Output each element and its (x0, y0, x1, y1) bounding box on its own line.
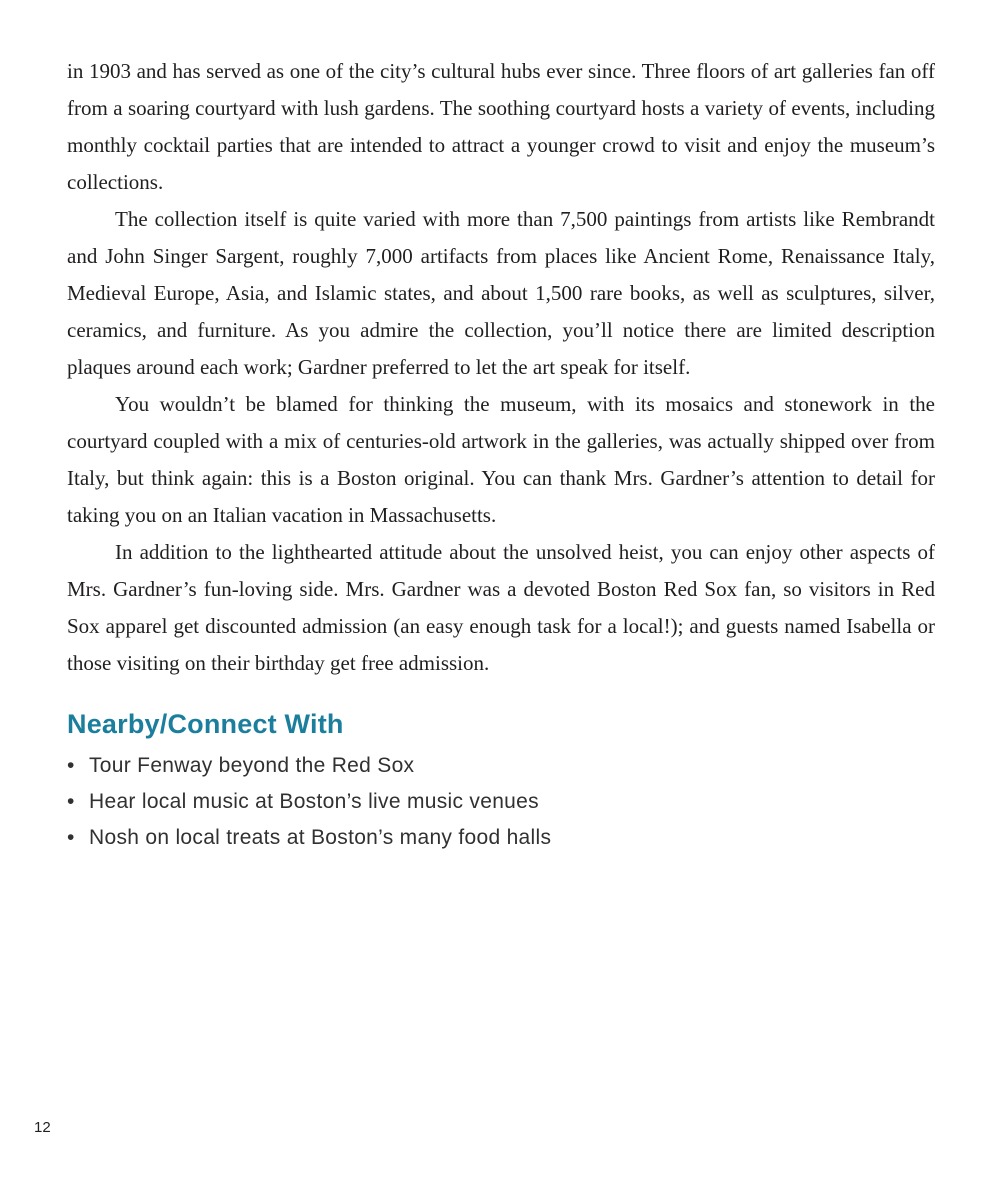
page-content (67, 53, 935, 856)
list-item (67, 784, 935, 820)
paragraph: The collection itself is quite varied with more than 7,500 paintings from artists like Rembrandt and John Singer Sargent, roughly 7,000 artifacts from places like Ancient Rome, Renaissance Italy, Medieval Europe, Asia, and Islamic states, and about 1,500 rare books, as well as sculptures, silver, ceramics, and furniture. As you admire the collection, you’ll notice there are limited description plaques around each work; Gardner preferred to let the art speak for itself. (67, 207, 935, 379)
bullet-icon: • (67, 790, 75, 813)
list-item (67, 820, 935, 856)
paragraph: You wouldn’t be blamed for thinking the museum, with its mosaics and stonework in the courtyard coupled with a mix of centuries-old artwork in the galleries, was actually shipped over from Italy, but think again: this is a Boston original. You can thank Mrs. Gardner’s attention to detail for taking you on an Italian vacation in Massachusetts. (67, 392, 935, 527)
bullet-icon: • (67, 826, 75, 849)
section-heading: Nearby/Connect With (67, 709, 344, 739)
bullet-icon: • (67, 754, 75, 777)
page-number: 12 (34, 1119, 51, 1136)
paragraph: In addition to the lighthearted attitude about the unsolved heist, you can enjoy other aspects of Mrs. Gardner’s fun-loving side. Mrs. Gardner was a devoted Boston Red Sox fan, so visitors in Red Sox apparel get discounted admission (an easy enough task for a local!); and guests named Isabella or those visiting on their birthday get free admission. (67, 540, 935, 675)
list-item (67, 748, 935, 784)
paragraph: in 1903 and has served as one of the city’s cultural hubs ever since. Three floors of art galleries fan off from a soaring courtyard with lush gardens. The soothing courtyard hosts a variety of events, including monthly cocktail parties that are intended to attract a younger crowd to visit and enjoy the museum’s collections. (67, 59, 935, 194)
nearby-list (67, 748, 935, 856)
list-item-text: Tour Fenway beyond the Red Sox (89, 754, 415, 777)
list-item-text: Nosh on local treats at Boston’s many food halls (89, 826, 552, 849)
list-item-text: Hear local music at Boston’s live music venues (89, 790, 539, 813)
